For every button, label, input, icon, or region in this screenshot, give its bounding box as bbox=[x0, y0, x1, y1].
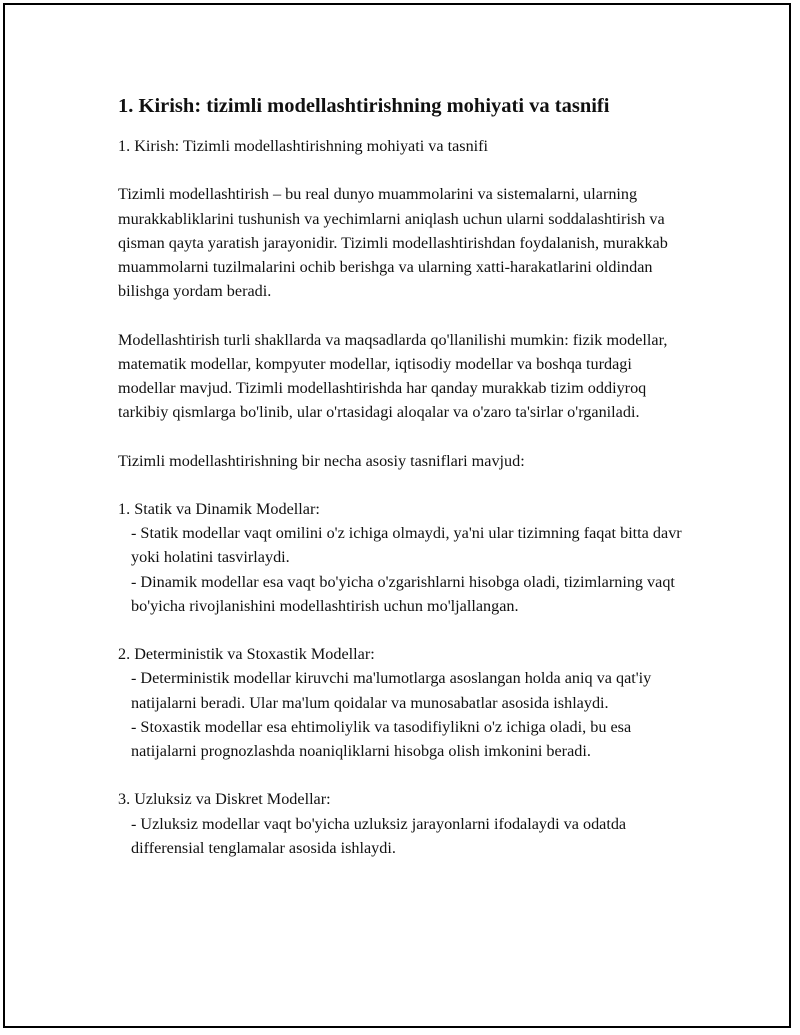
list-item-stochastic: - Stoxastik modellar esa ehtimoliylik va tasodifiylikni o'z ichiga oladi, bu esa natijalarni prognozlashda noaniqliklarni hisobga olish imkonini beradi. bbox=[131, 717, 632, 760]
paragraph-gap bbox=[118, 303, 688, 327]
paragraph-definition: Tizimli modellashtirish – bu real dunyo muammolarini va sistemalarni, ularning murakkabliklarini tushunish va yechimlarni aniqlash uchun ularni soddalashtirish va qisman qayta yaratish jarayonidir. Tizimli modellashtirishdan foydalanish, murakkab muammolarni tuzilmalarini ochib berishga va ularning xatti-harakatlarini oldindan bilishga yordam beradi. bbox=[118, 185, 668, 301]
document-body bbox=[118, 92, 688, 860]
paragraph-model-types: Modellashtirish turli shakllarda va maqsadlarda qo'llanilishi mumkin: fizik modellar, matematik modellar, kompyuter modellar, iqtisodiy modellar va boshqa turdagi modellar mavjud. Tizimli modellashtirishda har qanday murakkab tizim oddiyroq tarkibiy qismlarga bo'linib, ular o'rtasidagi aloqalar va o'zaro ta'sirlar o'rganiladi. bbox=[118, 330, 668, 422]
section-title-deterministic-stochastic: 2. Deterministik va Stoxastik Modellar: bbox=[118, 645, 375, 664]
list-item-dynamic: - Dinamik modellar esa vaqt bo'yicha o'zgarishlarni hisobga oladi, tizimlarning vaqt bo'yicha rivojlanishini modellashtirish uchun mo'ljallangan. bbox=[131, 572, 675, 615]
list-item-deterministic: - Deterministik modellar kiruvchi ma'lumotlarga asoslangan holda aniq va qat'iy natijalarni beradi. Ular ma'lum qoidalar va munosabatlar asosida ishlaydi. bbox=[131, 669, 652, 712]
paragraph-gap bbox=[118, 424, 688, 448]
paragraph-gap bbox=[118, 763, 688, 787]
section-title-continuous-discrete: 3. Uzluksiz va Diskret Modellar: bbox=[118, 790, 331, 809]
paragraph-gap bbox=[118, 473, 688, 497]
document-heading: 1. Kirish: tizimli modellashtirishning mohiyati va tasnifi bbox=[118, 95, 610, 117]
paragraph-classification-intro: Tizimli modellashtirishning bir necha asosiy tasniflari mavjud: bbox=[118, 451, 525, 470]
list-item-static: - Statik modellar vaqt omilini o'z ichiga olmaydi, ya'ni ular tizimning faqat bitta davr yoki holatini tasvirlaydi. bbox=[131, 524, 682, 567]
paragraph-gap bbox=[118, 618, 688, 642]
section-title-static-dynamic: 1. Statik va Dinamik Modellar: bbox=[118, 499, 320, 518]
paragraph-gap bbox=[118, 158, 688, 182]
document-subtitle: 1. Kirish: Tizimli modellashtirishning mohiyati va tasnifi bbox=[118, 137, 489, 155]
list-item-continuous: - Uzluksiz modellar vaqt bo'yicha uzluksiz jarayonlarni ifodalaydi va odatda differensial tenglamalar asosida ishlaydi. bbox=[131, 814, 627, 857]
